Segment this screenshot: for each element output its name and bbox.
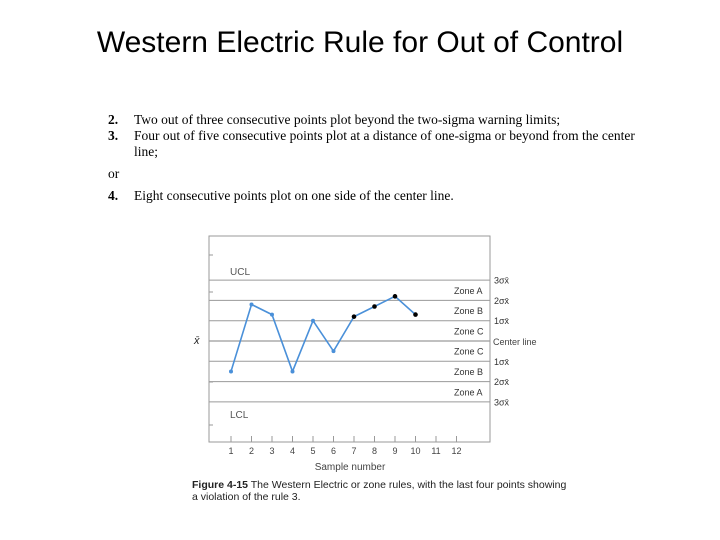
data-point xyxy=(250,302,254,306)
x-tick-label: 11 xyxy=(431,446,441,456)
rule-connector-text: or xyxy=(108,166,120,181)
sigma-label: 2σx̄ xyxy=(494,295,510,306)
x-tick-label: 5 xyxy=(310,446,316,456)
data-point xyxy=(270,313,274,317)
chart-frame xyxy=(209,236,490,442)
data-point xyxy=(291,369,295,373)
x-tick-label: 9 xyxy=(392,446,398,456)
zone-label: Zone B xyxy=(454,306,484,317)
sigma-label: 1σx̄ xyxy=(494,316,510,327)
highlighted-data-point xyxy=(352,314,357,319)
sigma-label: 2σx̄ xyxy=(494,377,510,388)
x-tick-label: 7 xyxy=(351,446,357,456)
x-tick-label: 1 xyxy=(228,446,234,456)
data-point xyxy=(332,349,336,353)
data-point xyxy=(311,319,315,323)
data-point xyxy=(229,369,233,373)
zone-label: Zone A xyxy=(454,285,483,296)
x-tick-label: 10 xyxy=(410,446,421,456)
data-series xyxy=(231,296,416,371)
x-tick-label: 6 xyxy=(330,446,337,456)
rule-text: Two out of three consecutive points plot beyond the two-sigma warning limits; xyxy=(134,112,561,127)
highlighted-data-point xyxy=(413,312,418,317)
zone-label: Zone C xyxy=(454,326,484,337)
highlighted-data-point xyxy=(372,304,377,309)
center-line-label: Center line xyxy=(493,337,537,347)
ucl-label: UCL xyxy=(230,267,251,278)
sigma-label: 3σx̄ xyxy=(494,397,510,408)
x-tick-label: 3 xyxy=(269,446,275,456)
rule-text: Four out of five consecutive points plot at a distance of one-sigma or beyond from the center line; xyxy=(134,128,635,159)
x-axis-label: Sample number xyxy=(314,462,386,473)
zone-label: Zone A xyxy=(454,387,483,398)
lcl-label: LCL xyxy=(230,410,249,421)
sigma-label: 1σx̄ xyxy=(494,356,510,367)
series-line xyxy=(231,296,416,371)
highlighted-data-point xyxy=(393,294,398,299)
figure-caption xyxy=(192,479,572,503)
zone-label: Zone C xyxy=(454,346,484,357)
rule-number: 2. xyxy=(108,112,119,127)
x-tick-label: 8 xyxy=(371,446,378,456)
x-tick-label: 2 xyxy=(248,446,255,456)
y-axis-label: x̄ xyxy=(194,335,200,347)
rule-text: Eight consecutive points plot on one side of the center line. xyxy=(134,188,454,203)
zone-label: Zone B xyxy=(454,366,484,377)
figure-caption-label: Figure 4-15 xyxy=(192,479,249,491)
x-tick-label: 4 xyxy=(289,446,296,456)
figure-caption-text: The Western Electric or zone rules, with the last four points showing a violation of the rule 3. xyxy=(192,479,567,503)
x-axis-ticks xyxy=(228,436,461,456)
sigma-label: 3σx̄ xyxy=(494,275,510,286)
slide-title: Western Electric Rule for Out of Control xyxy=(96,26,624,59)
zone-lines xyxy=(209,255,490,425)
x-tick-label: 12 xyxy=(451,446,462,456)
rule-number: 4. xyxy=(108,188,119,203)
rule-number: 3. xyxy=(108,128,119,143)
